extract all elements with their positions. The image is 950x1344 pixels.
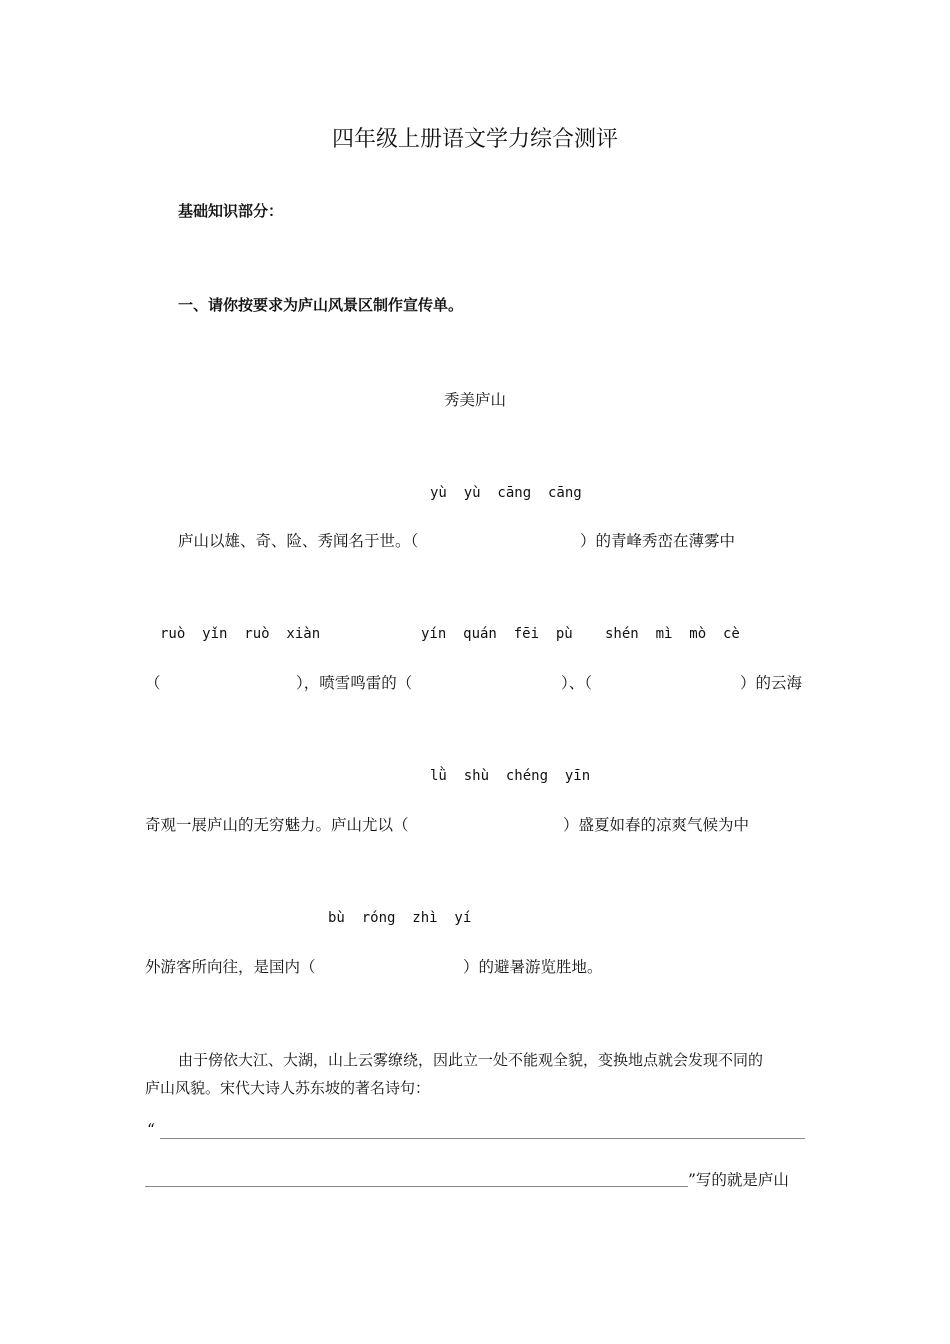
flyer-line-3-start: 奇观一展庐山的无穷魅力。庐山尤以（	[145, 816, 409, 834]
flyer-title: 秀美庐山	[443, 391, 506, 409]
quote-close-text: ”写的就是庐山	[688, 1171, 789, 1189]
flyer-line-2-mid2: ）、（	[561, 674, 593, 692]
paragraph-line-2: 庐山风貌。宋代大诗人苏东坡的著名诗句：	[145, 1079, 431, 1097]
pinyin-burong-zhiyi: bù róng zhì yí	[328, 910, 472, 926]
flyer-line-4-start: 外游客所向往，是国内（	[145, 958, 316, 976]
pinyin-yuyu-cangcang: yù yù cāng cāng	[430, 485, 582, 501]
flyer-line-1-end: ）的青峰秀峦在薄雾中	[580, 532, 736, 550]
paragraph-line-1: 由于傍依大江、大湖，山上云雾缭绕，因此立一处不能观全貌，变换地点就会发现不同的	[178, 1051, 764, 1069]
flyer-line-2-mid: ），喷雪鸣雷的（	[296, 674, 413, 692]
pinyin-ruoyin-ruoxian: ruò yǐn ruò xiàn	[160, 626, 321, 642]
poem-answer-line-1[interactable]	[160, 1138, 805, 1139]
page-title: 四年级上册语文学力综合测评	[331, 127, 618, 152]
quote-open-mark: “	[147, 1121, 155, 1139]
pinyin-shenmi-moce: shén mì mò cè	[605, 626, 740, 642]
flyer-line-2-end: ）的云海	[740, 674, 803, 692]
section-heading: 基础知识部分：	[178, 202, 284, 220]
flyer-line-1-start: 庐山以雄、奇、险、秀闻名于世。（	[178, 532, 419, 550]
pinyin-yinquan-feipu: yín quán fēi pù	[421, 626, 573, 642]
flyer-line-3-end: ）盛夏如春的凉爽气候为中	[563, 816, 750, 834]
flyer-line-2-open: （	[145, 674, 161, 692]
question-1-heading: 一、请你按要求为庐山风景区制作宣传单。	[178, 296, 464, 314]
flyer-line-4-end: ）的避暑游览胜地。	[463, 958, 603, 976]
poem-answer-line-2[interactable]	[145, 1186, 688, 1187]
pinyin-lvshu-chengyin: lǜ shù chéng yīn	[430, 768, 591, 784]
